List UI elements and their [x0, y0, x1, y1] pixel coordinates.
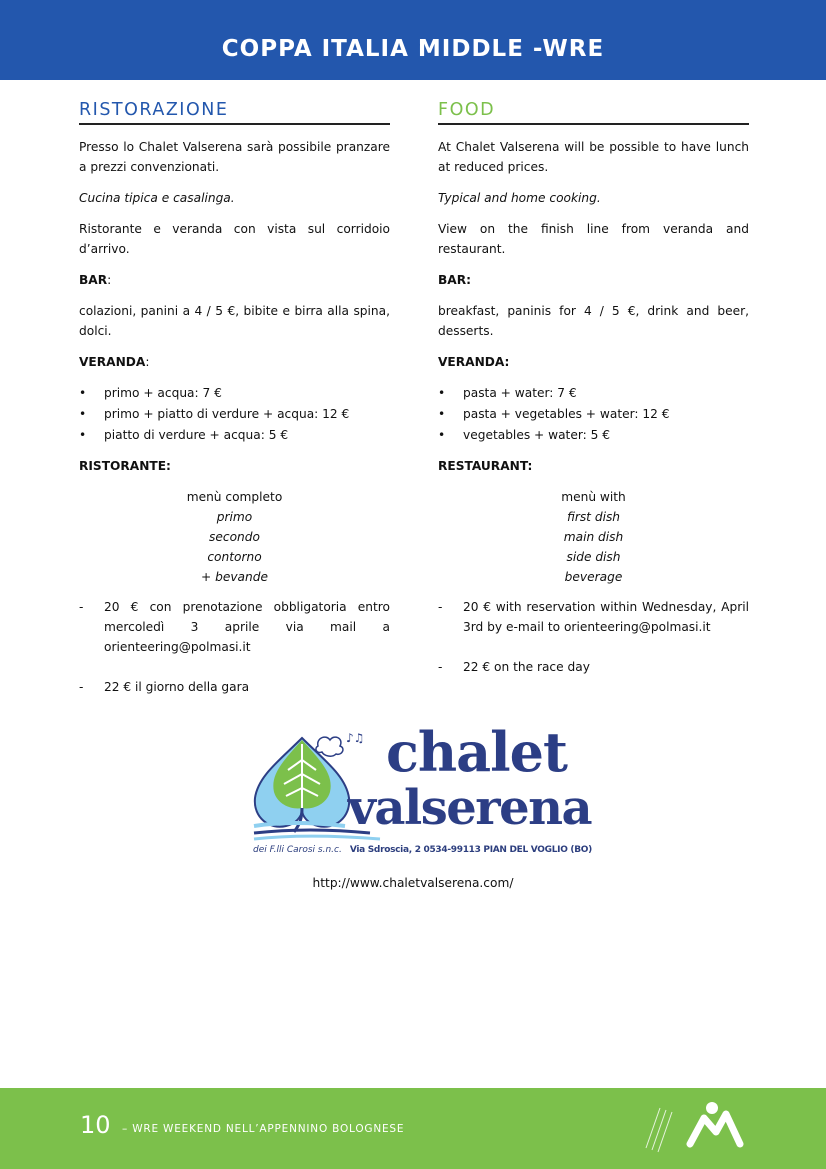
menu-item: side dish	[566, 550, 621, 564]
section-divider	[79, 123, 390, 125]
cooking-text: Typical and home cooking.	[438, 191, 601, 205]
italian-column	[79, 98, 390, 717]
logo-company: dei F.lli Carosi s.n.c.	[253, 845, 342, 855]
section-title-ristorazione: RISTORAZIONE	[79, 100, 229, 120]
menu-title: menù completo	[186, 490, 283, 504]
dash-icon: -	[438, 600, 443, 614]
menu-item: first dish	[566, 510, 621, 524]
cooking-text: Cucina tipica e casalinga.	[79, 191, 235, 205]
view-text: View on the finish line from veranda and restaurant.	[438, 222, 749, 256]
dash-icon: -	[438, 660, 443, 674]
footer-text: – WRE WEEKEND NELL’APPENNINO BOLOGNESE	[122, 1123, 405, 1135]
list-item: • pasta + vegetables + water: 12 €	[438, 404, 749, 425]
price-item: - 22 € on the race day	[438, 657, 749, 677]
logo-word-valserena: valserena	[348, 780, 592, 836]
page-number: 10	[80, 1111, 111, 1139]
view-text: Ristorante e veranda con vista sul corridoio d’arrivo.	[79, 222, 390, 256]
svg-text:♪♫: ♪♫	[346, 731, 365, 745]
menu-item: primo	[216, 510, 253, 524]
intro-text: At Chalet Valserena will be possible to have lunch at reduced prices.	[438, 140, 749, 174]
logo-address: Via Sdroscia, 2 0534-99113 PIAN DEL VOGLIO (BO)	[349, 845, 592, 855]
restaurant-heading: RESTAURANT:	[438, 459, 533, 473]
bar-text: colazioni, panini a 4 / 5 €, bibite e birra alla spina, dolci.	[79, 304, 390, 338]
menu-block	[79, 487, 390, 587]
list-item: • pasta + water: 7 €	[438, 383, 749, 404]
menu-title: menù with	[561, 490, 626, 504]
veranda-heading: VERANDA:	[438, 355, 510, 369]
english-column	[438, 98, 749, 697]
bullet-icon: •	[438, 428, 446, 442]
veranda-colon: :	[145, 355, 150, 369]
veranda-list	[79, 383, 390, 446]
bar-colon: :	[107, 273, 112, 287]
bullet-icon: •	[79, 386, 87, 400]
bar-text: breakfast, paninis for 4 / 5 €, drink and beer, desserts.	[438, 304, 749, 338]
intro-text: Presso lo Chalet Valserena sarà possibile pranzare a prezzi convenzionati.	[79, 140, 390, 174]
menu-item: secondo	[209, 530, 260, 544]
veranda-label: VERANDA	[79, 355, 146, 369]
menu-item: beverage	[564, 570, 623, 584]
logo-subline	[253, 845, 592, 855]
menu-item: + bevande	[201, 570, 268, 584]
bullet-icon: •	[79, 407, 87, 421]
veranda-list	[438, 383, 749, 446]
list-item: • vegetables + water: 5 €	[438, 425, 749, 446]
polisportiva-logo-icon	[640, 1098, 750, 1158]
list-item: • piatto di verdure + acqua: 5 €	[79, 425, 390, 446]
website-link[interactable]: http://www.chaletvalserena.com/	[312, 876, 514, 890]
bullet-icon: •	[438, 386, 446, 400]
restaurant-heading: RISTORANTE:	[79, 459, 171, 473]
bullet-icon: •	[438, 407, 446, 421]
page-title: COPPA ITALIA MIDDLE -WRE	[221, 36, 605, 62]
list-item: • primo + piatto di verdure + acqua: 12 €	[79, 404, 390, 425]
dash-icon: -	[79, 600, 84, 614]
menu-block	[438, 487, 749, 587]
dash-icon: -	[79, 680, 84, 694]
bar-heading: BAR:	[438, 273, 471, 287]
price-item: - 20 € con prenotazione obbligatoria entro mercoledì 3 aprile via mail a orienteering@polmasi.it	[79, 597, 390, 657]
section-divider	[438, 123, 749, 125]
price-item: - 22 € il giorno della gara	[79, 677, 390, 697]
veranda-heading	[79, 352, 390, 372]
bar-label: BAR	[79, 273, 108, 287]
menu-item: main dish	[563, 530, 624, 544]
bar-heading	[79, 270, 390, 290]
section-title-food: FOOD	[438, 100, 496, 120]
header-bar	[0, 0, 826, 80]
price-item: - 20 € with reservation within Wednesday, April 3rd by e-mail to orienteering@polmasi.it	[438, 597, 749, 637]
list-item: • primo + acqua: 7 €	[79, 383, 390, 404]
menu-item: contorno	[207, 550, 262, 564]
bullet-icon: •	[79, 428, 87, 442]
logo-word-chalet: chalet	[386, 720, 567, 784]
